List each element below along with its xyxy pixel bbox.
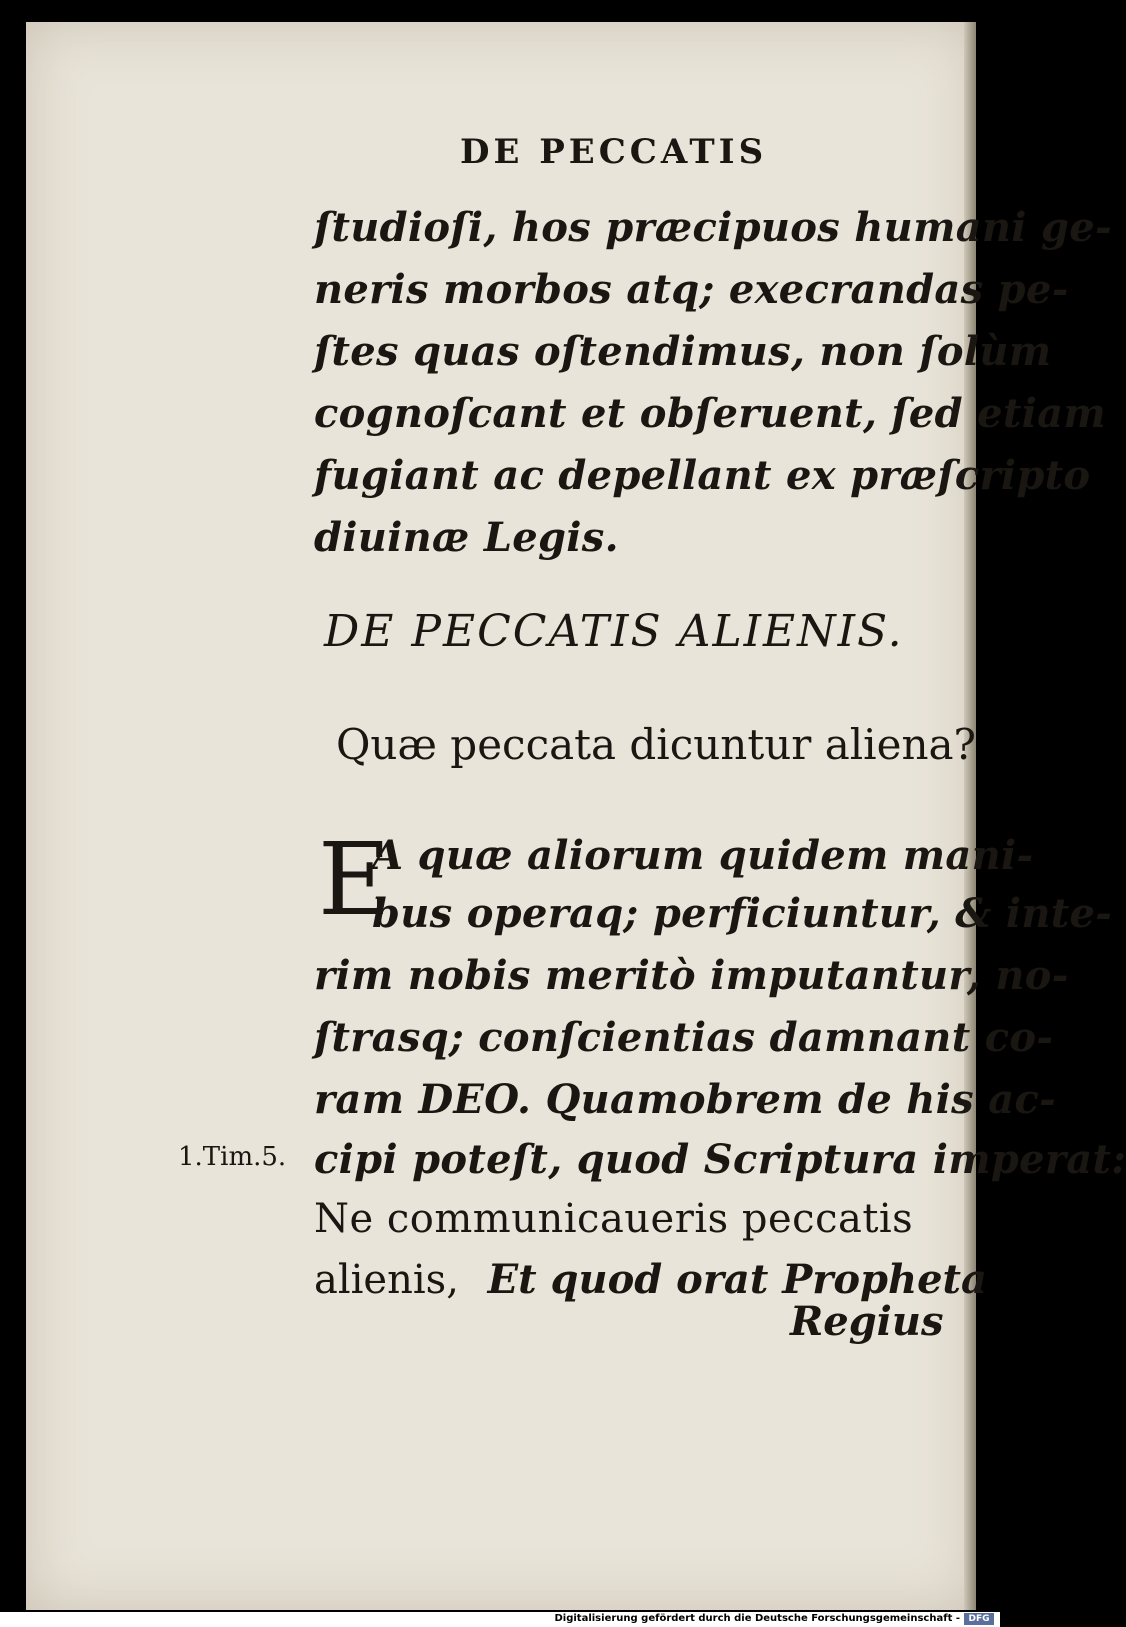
paragraph2-line: cipi poteſt, quod Scriptura imperat:: [314, 1136, 1126, 1183]
page-gutter: [964, 22, 976, 1610]
footer-text: Digitalisierung gefördert durch die Deutsche Forschungsgemeinschaft -: [554, 1613, 960, 1624]
last-line-italic: Et quod orat Propheta: [487, 1256, 987, 1303]
paragraph1-line: neris morbos atq; execrandas pe-: [314, 266, 1069, 313]
paragraph2-line: A quæ aliorum quidem mani-: [372, 832, 1034, 879]
paragraph2-line: ram DEO. Quamobrem de his ac-: [314, 1076, 1057, 1123]
digitization-footer: [0, 1612, 1000, 1627]
paragraph1-line: cognoſcant et obſeruent, ſed etiam: [314, 390, 1107, 437]
marginal-reference: 1.Tim.5.: [178, 1142, 287, 1172]
paragraph2-line: ſtrasq; conſcientias damnant co-: [314, 1014, 1054, 1061]
paragraph2-line: rim nobis meritò imputantur, no-: [314, 952, 1069, 999]
catchword: Regius: [790, 1298, 944, 1345]
paragraph1-line: ſtes quas oſtendimus, non ſolùm: [314, 328, 1052, 375]
last-line-roman: alienis,: [314, 1257, 459, 1303]
drop-capital: E: [318, 821, 391, 938]
paragraph1-line: fugiant ac depellant ex præſcripto: [314, 452, 1091, 499]
paragraph2-line: bus operaq; perficiuntur, & inte-: [372, 890, 1113, 937]
paragraph1-line: diuinæ Legis.: [314, 514, 619, 561]
paragraph1-line: ſtudioſi, hos præcipuos humani ge-: [314, 204, 1112, 251]
book-page: [26, 22, 976, 1610]
roman-line: Ne communicaueris peccatis: [314, 1196, 914, 1242]
last-line: [314, 1256, 987, 1303]
question-heading: Quæ peccata dicuntur aliena?: [336, 720, 977, 769]
dfg-logo: DFG: [964, 1613, 994, 1625]
running-head: DE PECCATIS: [460, 132, 768, 172]
section-heading: DE PECCATIS ALIENIS.: [324, 606, 904, 657]
